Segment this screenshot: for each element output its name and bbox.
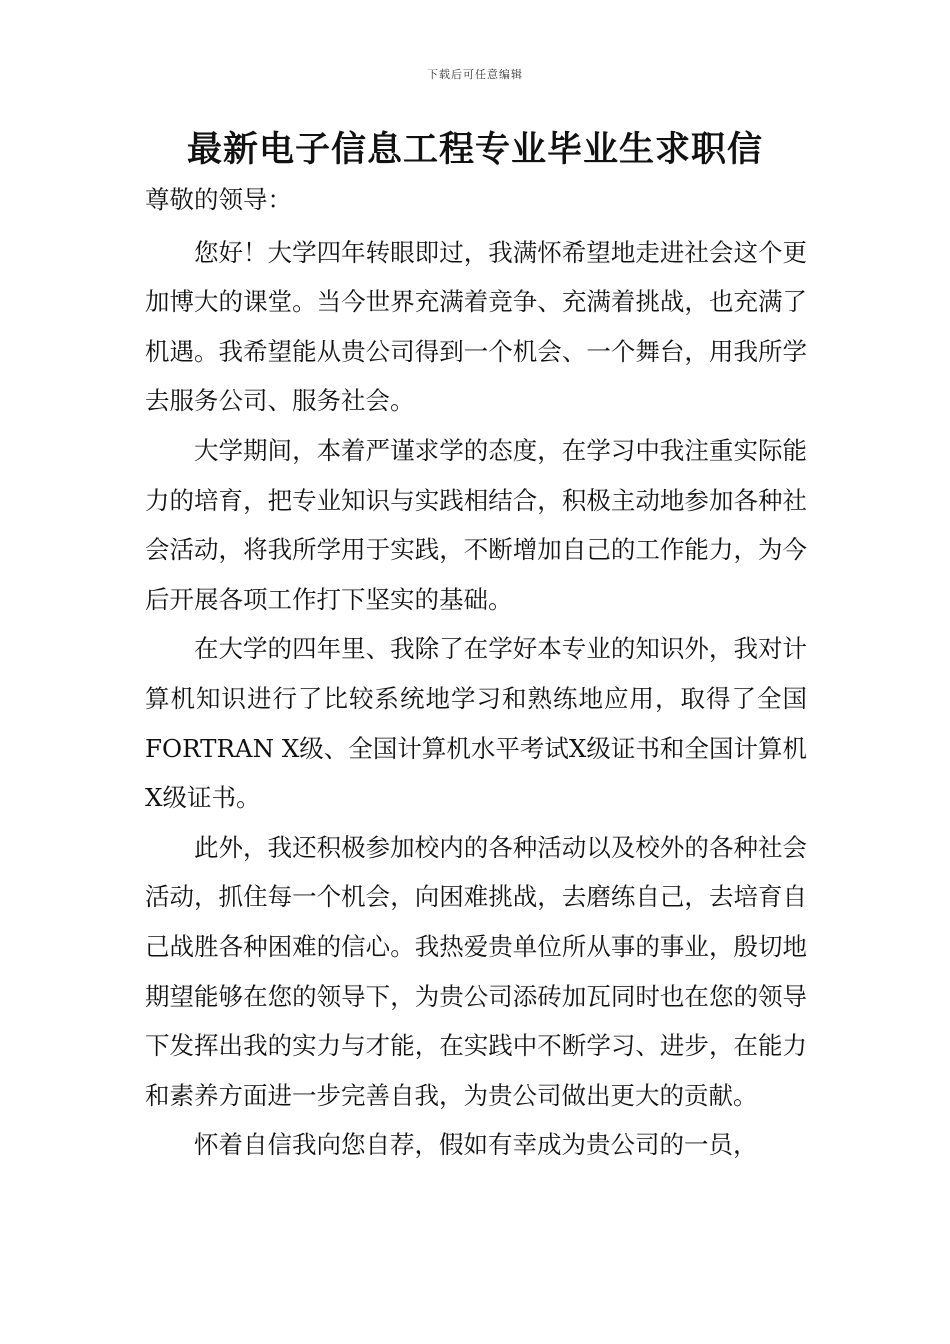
paragraph-4: 此外，我还积极参加校内的各种活动以及校外的各种社会活动，抓住每一个机会，向困难挑战，去磨练自己，去培育自己战胜各种困难的信心。我热爱贵单位所从事的事业，殷切地期望能够在您的领导下，为贵公司添砖加瓦同时也在您的领导下发挥出我的实力与才能，在实践中不断学习、进步，在能力和素养方面进一步完善自我，为贵公司做出更大的贡献。 (145, 832, 807, 1110)
salutation: 尊敬的领导： (145, 185, 292, 214)
paragraph-5: 怀着自信我向您自荐，假如有幸成为贵公司的一员， (194, 1130, 758, 1160)
header-note: 下载后可任意编辑 (427, 68, 523, 81)
document-title: 最新电子信息工程专业毕业生求职信 (186, 130, 763, 170)
paragraph-2: 大学期间，本着严谨求学的态度，在学习中我注重实际能力的培育，把专业知识与实践相结合，积极主动地参加各种社会活动，将我所学用于实践，不断增加自己的工作能力，为今后开展各项工作打下坚实的基础。 (145, 435, 807, 614)
paragraph-1: 您好！大学四年转眼即过，我满怀希望地走进社会这个更加博大的课堂。当今世界充满着竞争、充满着挑战，也充满了机遇。我希望能从贵公司得到一个机会、一个舞台，用我所学去服务公司、服务社会。 (145, 237, 807, 416)
paragraph-3: 在大学的四年里、我除了在学好本专业的知识外，我对计算机知识进行了比较系统地学习和熟练地应用，取得了全国FORTRAN X级、全国计算机水平考试X级证书和全国计算机X级证书。 (145, 634, 807, 813)
letter-body (145, 178, 807, 1170)
